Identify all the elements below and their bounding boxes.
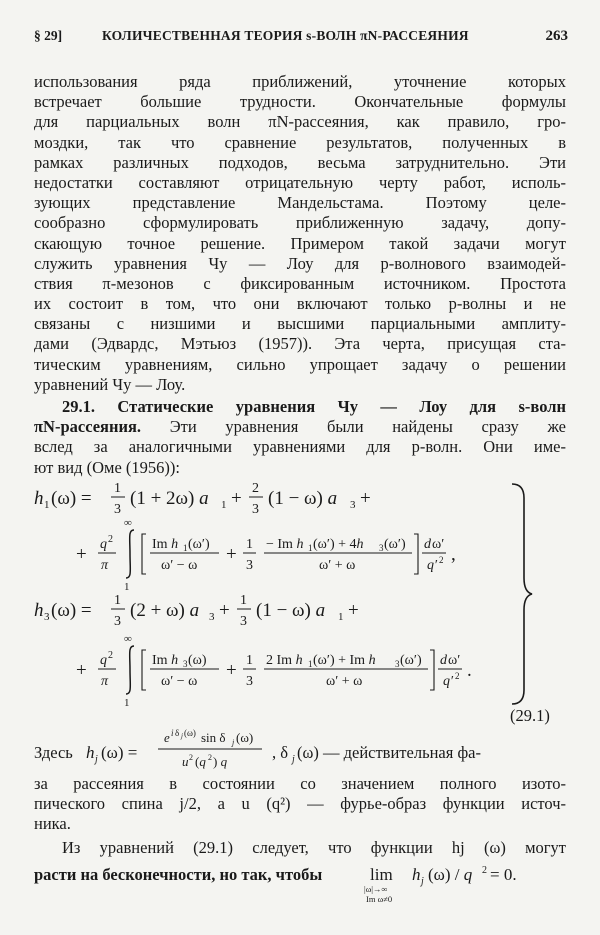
subsection-heading-cont: πN-рассеяния. (34, 417, 142, 437)
svg-text:2: 2 (108, 534, 113, 545)
svg-text:(1 − ω) a: (1 − ω) a (256, 600, 326, 621)
svg-text:.: . (467, 660, 472, 681)
text-line: ют вид (Оме (1956)): (34, 457, 180, 477)
svg-text:(2 + ω) a: (2 + ω) a (130, 600, 200, 621)
text-line: Из уравнений (29.1) следует, что функции hj (ω) могут (62, 838, 566, 857)
svg-text:3: 3 (395, 659, 400, 669)
svg-text:j: j (95, 754, 98, 765)
svg-text:h: h (412, 865, 421, 884)
lim-condition-2: Im ω≠0 (366, 894, 393, 904)
svg-text:(ω′): (ω′) (384, 537, 406, 552)
svg-text:3: 3 (350, 499, 356, 511)
zdes-word: Здесь (34, 743, 73, 762)
right-brace (512, 484, 532, 704)
definition-line (34, 726, 568, 774)
equation-row-h3 (34, 593, 359, 629)
svg-text:Im h: Im h (152, 537, 179, 552)
svg-text:1: 1 (246, 537, 253, 552)
svg-text:d: d (440, 653, 447, 668)
text-line: тическим уравнениям, сильно упрощает задачу о решении (34, 354, 566, 374)
svg-text:(1 + 2ω) a: (1 + 2ω) a (130, 488, 209, 509)
svg-text:ω′ − ω: ω′ − ω (161, 674, 198, 689)
svg-text:(ω): (ω) (188, 653, 207, 668)
svg-text:e: e (164, 730, 170, 745)
svg-text:∞: ∞ (124, 633, 132, 645)
svg-text:(ω) =: (ω) = (101, 743, 138, 762)
svg-text:3: 3 (246, 674, 253, 689)
svg-text:1: 1 (44, 499, 50, 511)
svg-text:d: d (424, 537, 431, 552)
svg-text:3: 3 (209, 611, 215, 623)
svg-text:j: j (421, 876, 424, 887)
svg-text:+: + (76, 660, 87, 681)
svg-text:2 Im h: 2 Im h (266, 653, 303, 668)
svg-text:1: 1 (246, 653, 253, 668)
svg-text:(ω′): (ω′) (188, 537, 210, 552)
svg-text:h: h (86, 743, 95, 762)
svg-text:j: j (292, 754, 295, 765)
text-line: использования ряда приближений, уточнение которых (34, 72, 566, 91)
limit-line (34, 848, 568, 908)
svg-text:(1 − ω) a: (1 − ω) a (268, 488, 338, 509)
equation-row-h1 (34, 481, 371, 517)
svg-text:Im h: Im h (152, 653, 179, 668)
svg-text:sin δ: sin δ (201, 730, 226, 745)
svg-text:3: 3 (252, 502, 259, 517)
text-line: ствия π-мезонов с фиксированным источником. Простота (34, 273, 566, 293)
svg-text:q: q (100, 653, 107, 668)
svg-text:+: + (348, 600, 359, 621)
text-line: недостатки составляют отрицательную черту работ, исполь- (34, 172, 566, 192)
svg-text:(ω) / q: (ω) / q (428, 865, 473, 884)
text-line: дами (Эдвардс, Мэтьюз (1957)). Эта черта, присущая ста- (34, 334, 566, 354)
svg-text:ω′: ω′ (448, 653, 461, 668)
svg-text:3: 3 (379, 543, 384, 553)
svg-text:π: π (101, 558, 109, 573)
text-line: служить уравнения Чу — Лоу для p-волнового взаимодей- (34, 253, 566, 273)
svg-text:1: 1 (308, 659, 313, 669)
svg-text:h: h (34, 488, 44, 509)
svg-text:(ω): (ω) (236, 730, 254, 745)
svg-text:1: 1 (221, 499, 227, 511)
text-line: рамках различных подходов, весьма затруднительно. Эти (34, 152, 566, 172)
svg-text:= 0.: = 0. (490, 865, 517, 884)
svg-text:3: 3 (114, 502, 121, 517)
text-line (34, 417, 566, 437)
svg-text:ω′ + ω: ω′ + ω (326, 674, 363, 689)
svg-text:+: + (226, 660, 237, 681)
svg-text:j: j (181, 732, 183, 740)
svg-text:π: π (101, 674, 109, 689)
equation-number: (29.1) (510, 706, 550, 725)
text-line: ника. (34, 814, 71, 834)
svg-text:3: 3 (240, 614, 247, 629)
svg-text:1: 1 (338, 611, 344, 623)
svg-text:(ω′) + 4h: (ω′) + 4h (313, 537, 364, 552)
text-line: зующих представление Мандельстама. Поэтому целе- (34, 193, 566, 213)
paragraph-after-eq (34, 774, 566, 835)
svg-text:+: + (226, 544, 237, 565)
svg-text:2: 2 (108, 650, 113, 661)
svg-text:+: + (219, 600, 230, 621)
svg-text:2: 2 (482, 865, 487, 876)
svg-text:ω′ + ω: ω′ + ω (319, 558, 356, 573)
text-line: встречает большие трудности. Окончательные формулы (34, 92, 566, 112)
equation-row-integral-1 (76, 517, 456, 593)
svg-text:) q: ) q (213, 754, 228, 769)
svg-text:i: i (171, 728, 174, 738)
equation-row-integral-2 (76, 633, 472, 709)
svg-text:q′: q′ (427, 558, 438, 573)
svg-text:(ω) =: (ω) = (51, 488, 92, 509)
page-number: 263 (545, 28, 568, 44)
svg-text:(ω) — действительная фа-: (ω) — действительная фа- (297, 743, 481, 762)
running-header (34, 28, 568, 48)
svg-text:3: 3 (183, 659, 188, 669)
svg-text:2: 2 (439, 555, 444, 565)
svg-text:(ω): (ω) (184, 728, 196, 738)
svg-text:,: , (451, 544, 456, 565)
svg-text:1: 1 (124, 581, 130, 593)
svg-text:3: 3 (44, 611, 50, 623)
text-line: их состоит в том, что они включают только p-волны и не (34, 294, 566, 314)
svg-text:3: 3 (114, 614, 121, 629)
svg-text:(ω) =: (ω) = (51, 600, 92, 621)
svg-text:1: 1 (114, 593, 121, 608)
svg-text:q: q (100, 537, 107, 552)
svg-text:+: + (231, 488, 242, 509)
text-line: скающую точное решение. Примером такой задачи могут (34, 233, 566, 253)
svg-text:(ω′): (ω′) (400, 653, 422, 668)
section-number: § 29] (34, 28, 63, 43)
subsection-291 (34, 397, 566, 478)
svg-text:− Im h: − Im h (266, 537, 304, 552)
svg-text:, δ: , δ (272, 743, 289, 762)
svg-text:q′: q′ (443, 674, 454, 689)
text-line: моздки, так что сравнение результатов, полученных в (34, 132, 566, 152)
final-line2-text: расти на бесконечности, но так, чтобы (34, 865, 323, 884)
svg-text:1: 1 (308, 543, 313, 553)
svg-text:1: 1 (240, 593, 247, 608)
text-fragment: Эти уравнения были найдены сразу же (141, 417, 566, 437)
svg-text:2: 2 (455, 671, 460, 681)
svg-text:2: 2 (208, 753, 212, 762)
text-line: связаны с низшими и высшими парциальными амплиту- (34, 314, 566, 334)
text-line: для парциальных волн πN-рассеяния, как правило, гро- (34, 112, 566, 132)
text-line: уравнений Чу — Лоу. (34, 374, 186, 394)
svg-text:∞: ∞ (124, 517, 132, 529)
chew-low-equations (34, 478, 568, 728)
svg-text:δ: δ (175, 728, 180, 738)
svg-text:2: 2 (189, 753, 193, 762)
svg-text:u: u (182, 754, 189, 769)
running-title: КОЛИЧЕСТВЕННАЯ ТЕОРИЯ s-ВОЛН πN-РАССЕЯНИЯ (102, 28, 469, 43)
svg-text:ω′: ω′ (432, 537, 445, 552)
svg-text:(ω′) + Im h: (ω′) + Im h (313, 653, 376, 668)
paragraph-intro (34, 72, 566, 395)
svg-text:+: + (360, 488, 371, 509)
svg-text:j: j (232, 738, 235, 747)
lim-operator: lim (370, 865, 393, 884)
lim-condition-1: |ω|→∞ (364, 884, 388, 894)
svg-text:3: 3 (246, 558, 253, 573)
text-line: вслед за аналогичными уравнениями для p-волн. Они име- (34, 437, 566, 457)
text-line: сообразно сформулировать приближенную задачу, допу- (34, 213, 566, 233)
svg-text:(q: (q (195, 754, 206, 769)
svg-text:+: + (76, 544, 87, 565)
svg-text:2: 2 (252, 481, 259, 496)
svg-text:h: h (34, 600, 44, 621)
text-line: за рассеяния в состоянии со значением полного изото- (34, 774, 566, 793)
svg-text:1: 1 (114, 481, 121, 496)
svg-text:1: 1 (124, 697, 130, 709)
text-line: пического спина j/2, а u (q²) — фурье-образ функции источ- (34, 794, 566, 814)
svg-text:1: 1 (183, 543, 188, 553)
subsection-heading: 29.1. Статические уравнения Чу — Лоу для s-волн (62, 397, 566, 416)
svg-text:ω′ − ω: ω′ − ω (161, 558, 198, 573)
